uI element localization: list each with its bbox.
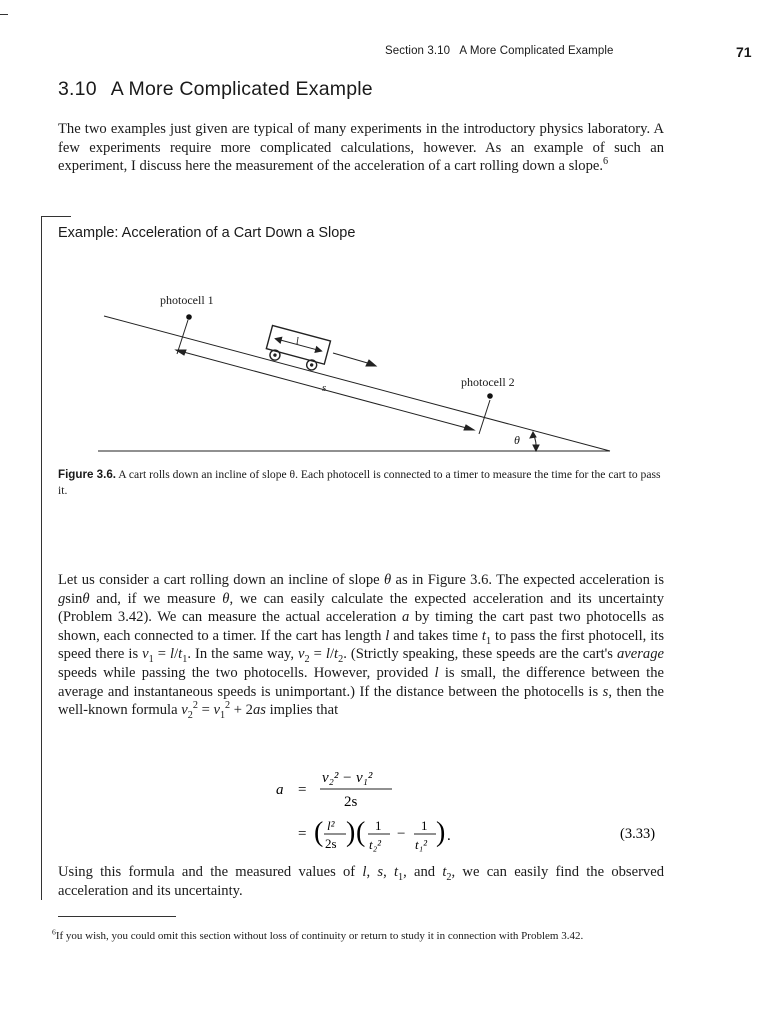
eq-paren-close-2: ) <box>436 817 446 848</box>
section-title: A More Complicated Example <box>110 78 373 100</box>
running-head: Section 3.10 A More Complicated Example <box>385 45 614 57</box>
footnote-rule <box>58 916 176 917</box>
cart-arrow-head-left <box>274 336 281 343</box>
motion-arrow-head <box>366 360 376 366</box>
footnote-ref: 6 <box>603 156 609 168</box>
eq-numerator: v₂² − v₁² <box>322 770 373 786</box>
eq-term1-den: t₂² <box>369 837 382 852</box>
equation-line-1 <box>250 762 630 812</box>
figure-caption <box>58 467 664 499</box>
section-heading <box>58 78 373 101</box>
eq-term2-num: 1 <box>421 818 428 833</box>
motion-arrow <box>333 353 371 364</box>
eq-paren-open-2: ( <box>356 817 366 848</box>
theta-label: θ <box>514 433 520 447</box>
example-box-rule <box>41 216 42 900</box>
page-number: 71 <box>736 44 752 60</box>
photocell-1-beam <box>177 320 188 354</box>
eq-denominator: 2s <box>344 794 358 810</box>
section-number: 3.10 <box>58 78 97 100</box>
figure-incline-diagram <box>90 288 620 458</box>
caption-text: A cart rolls down an incline of slope θ. Each photocell is connected to a timer to measure the time for the cart to pass it. <box>58 468 661 497</box>
eq-paren-open-1: ( <box>314 817 324 848</box>
photocell-2-dot <box>487 393 493 399</box>
eq-term1-num: 1 <box>375 818 382 833</box>
photocell-2-label: photocell 2 <box>461 375 515 389</box>
photocell-1-label: photocell 1 <box>160 293 214 307</box>
example-box-rule-top <box>41 216 71 217</box>
body-paragraph-3: Using this formula and the measured values of l, s, $t_1$, and $t_2$, we can easily find the observed acceleration and its uncertainty. <box>58 864 665 899</box>
distance-s-label: s <box>322 382 327 394</box>
incline-line <box>104 316 610 451</box>
s-arrow-right <box>464 425 474 430</box>
equation-line-2 <box>250 812 670 856</box>
cart-wheel-front-hub <box>273 354 276 357</box>
footnote-text: If you wish, you could omit this section without loss of continuity or return to study it in connection with Problem 3.42. <box>55 930 584 942</box>
eq-factor-num: l² <box>327 818 335 833</box>
eq-equals-1: = <box>298 782 307 798</box>
example-title: Example: Acceleration of a Cart Down a Slope <box>58 225 356 241</box>
cart-length-label: l <box>296 336 299 347</box>
theta-arrow-up <box>530 432 536 438</box>
cart-arrow-head-right <box>315 347 322 354</box>
equation-number: (3.33) <box>620 826 656 842</box>
eq-paren-close-1: ) <box>346 817 356 848</box>
body-paragraph-2: Let us consider a cart rolling down an incline of slope θ as in Figure 3.6. The expected acceleration is gsinθ and, if we measure θ, we can easily calculate the expected acceleration and its uncertainty (Problem 3.42). We can measure the actual acceleration a by timing the cart past two photocells as shown, each connected to a timer. If the cart has length l and takes time $t_1$ to pass the first photocell, its speed there is $v_1 = l/t_1$. In the same way, $v_2 = l/t_2$. (Strictly speaking, these speeds are the cart's average speeds while passing the two photocells. However, provided l is small, the difference between the average and instantaneous speeds is unimportant.) If the distance between the photocells is s, then the well-known formula $v_2^2 = v_1^2 + 2as$ implies that <box>58 572 665 722</box>
footnote <box>52 929 664 943</box>
intro-paragraph <box>58 120 664 176</box>
eq-minus: − <box>397 826 406 842</box>
eq-lhs: a <box>276 782 284 798</box>
intro-text: The two examples just given are typical of many experiments in the introductory physics laboratory. A few experiments require more complicated calculations, however. As an example of such an experiment, I discuss here the measurement of the acceleration of a cart rolling down a slope. <box>58 121 664 175</box>
theta-arrow-down <box>533 445 539 451</box>
eq-period: . <box>447 828 451 844</box>
eq-equals-2: = <box>298 826 307 842</box>
photocell-1-dot <box>186 314 192 320</box>
footnote-marker: 6 <box>52 927 56 937</box>
cart-wheel-back-hub <box>310 363 313 366</box>
cart <box>264 325 330 372</box>
corner-mark <box>0 14 8 15</box>
eq-factor-den: 2s <box>325 836 337 851</box>
eq-term2-den: t₁² <box>415 837 428 852</box>
caption-label: Figure 3.6. <box>58 468 116 481</box>
